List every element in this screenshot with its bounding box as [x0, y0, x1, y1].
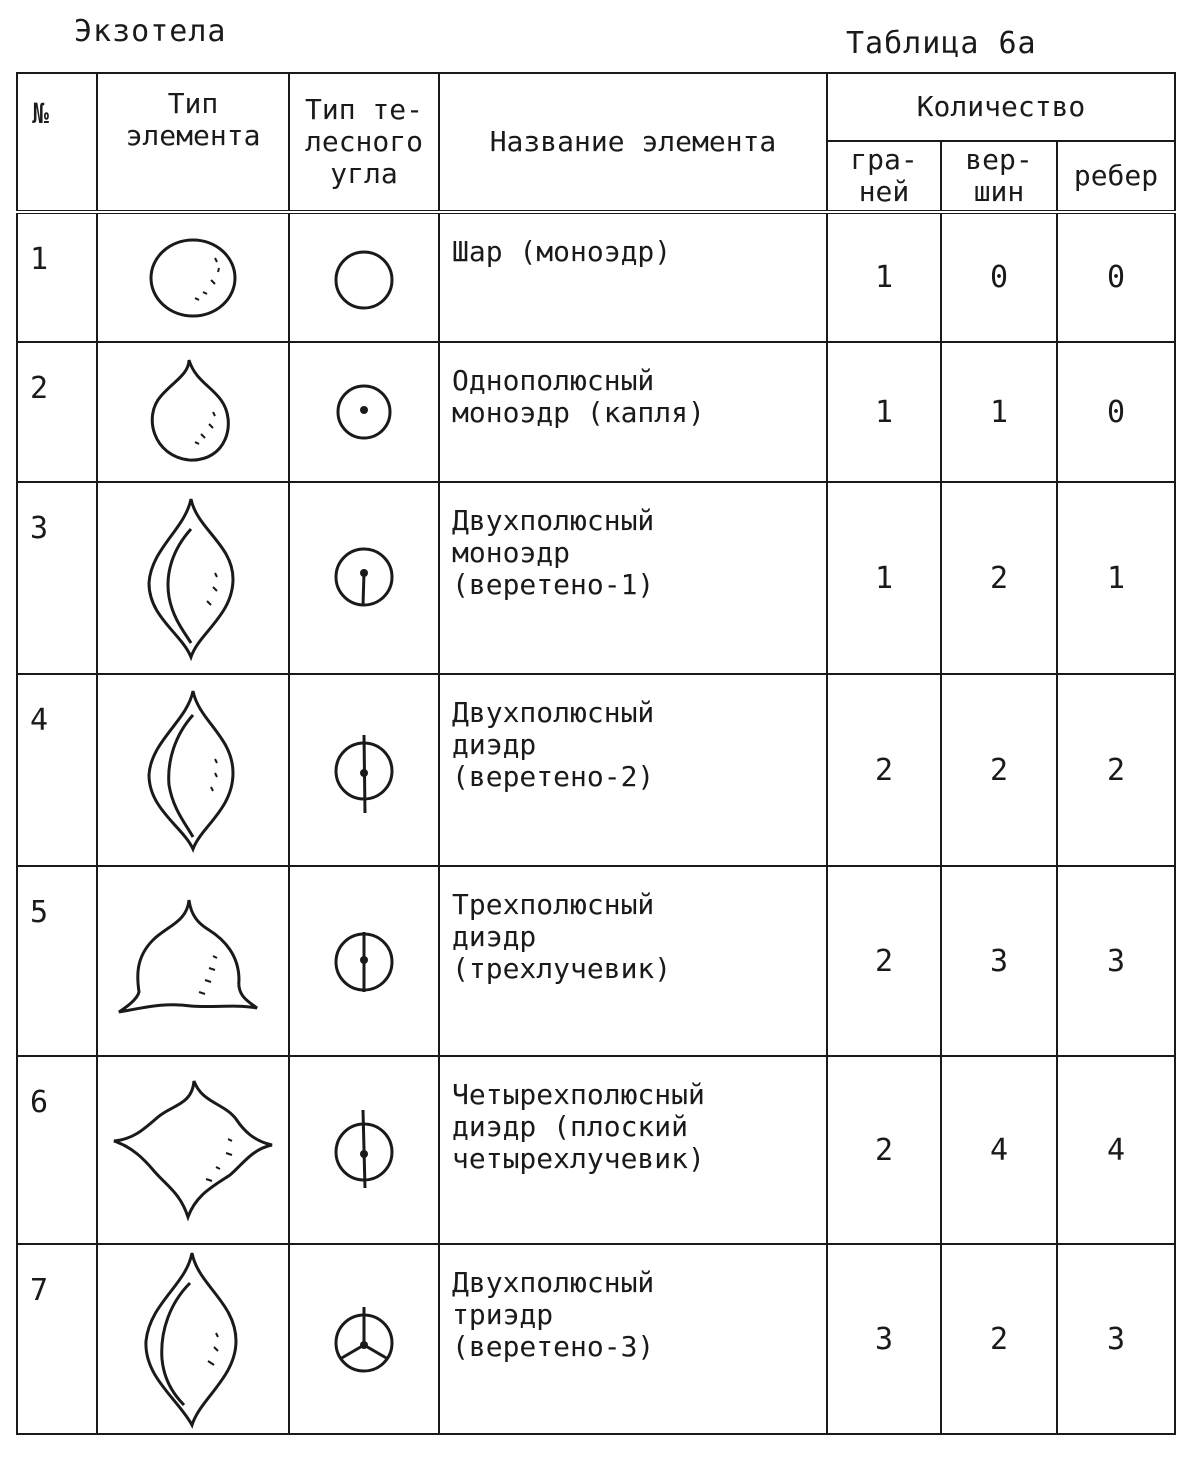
table-label: Таблица 6а	[846, 26, 1037, 61]
vertices-count: 4	[941, 1056, 1057, 1244]
faces-count: 3	[827, 1244, 941, 1434]
header-faces: гра- ней	[827, 141, 941, 212]
row-number: 2	[17, 342, 97, 482]
faces-count: 2	[827, 866, 941, 1056]
edges-count: 0	[1057, 342, 1175, 482]
table-row	[17, 342, 1175, 482]
edges-count: 1	[1057, 482, 1175, 674]
table-row	[17, 866, 1175, 1056]
element-name: Четырехполюсный диэдр (плоский четырехлучевик)	[439, 1056, 827, 1244]
edges-count: 3	[1057, 866, 1175, 1056]
element-name: Трехполюсный диэдр (трехлучевик)	[439, 866, 827, 1056]
drop-drawing	[97, 342, 289, 482]
edges-count: 3	[1057, 1244, 1175, 1434]
vertices-count: 0	[941, 212, 1057, 342]
faces-count: 1	[827, 342, 941, 482]
spindle-1-drawing	[97, 482, 289, 674]
element-name: Шар (моноэдр)	[439, 212, 827, 342]
element-name: Двухполюсный триэдр (веретено-3)	[439, 1244, 827, 1434]
faces-count: 1	[827, 482, 941, 674]
three-ray-drawing	[97, 866, 289, 1056]
vertices-count: 2	[941, 674, 1057, 866]
element-name: Однополюсный моноэдр (капля)	[439, 342, 827, 482]
circle-dot-icon	[289, 342, 439, 482]
elements-table	[16, 72, 1176, 1435]
vertices-count: 2	[941, 482, 1057, 674]
element-name: Двухполюсный диэдр (веретено-2)	[439, 674, 827, 866]
header-element-name: Название элемента	[439, 73, 827, 212]
edges-count: 0	[1057, 212, 1175, 342]
row-number: 6	[17, 1056, 97, 1244]
circle-diameter-icon	[289, 866, 439, 1056]
edges-count: 4	[1057, 1056, 1175, 1244]
header-vertices: вер- шин	[941, 141, 1057, 212]
row-number: 1	[17, 212, 97, 342]
circle-half-line-icon	[289, 482, 439, 674]
row-number: 4	[17, 674, 97, 866]
header-edges: ребер	[1057, 141, 1175, 212]
sphere-drawing	[97, 212, 289, 342]
row-number: 7	[17, 1244, 97, 1434]
faces-count: 2	[827, 674, 941, 866]
four-ray-drawing	[97, 1056, 289, 1244]
circle-icon	[289, 212, 439, 342]
page-title: Экзотела	[74, 14, 227, 49]
table-row	[17, 674, 1175, 866]
spindle-2-drawing	[97, 674, 289, 866]
table-row	[17, 1056, 1175, 1244]
row-number: 3	[17, 482, 97, 674]
header-angle-type: Тип те- лесного угла	[289, 73, 439, 212]
table-row	[17, 1244, 1175, 1434]
vertices-count: 1	[941, 342, 1057, 482]
row-number: 5	[17, 866, 97, 1056]
header-element-type: Тип элемента	[97, 73, 289, 212]
edges-count: 2	[1057, 674, 1175, 866]
header-count: Количество	[827, 73, 1175, 141]
table-row	[17, 482, 1175, 674]
circle-three-spokes-icon	[289, 1244, 439, 1434]
vertices-count: 2	[941, 1244, 1057, 1434]
faces-count: 2	[827, 1056, 941, 1244]
header-num: №	[17, 73, 97, 212]
element-name: Двухполюсный моноэдр (веретено-1)	[439, 482, 827, 674]
faces-count: 1	[827, 212, 941, 342]
vertices-count: 3	[941, 866, 1057, 1056]
circle-diameter-icon	[289, 674, 439, 866]
spindle-3-drawing	[97, 1244, 289, 1434]
table-row	[17, 212, 1175, 342]
circle-diameter-icon	[289, 1056, 439, 1244]
